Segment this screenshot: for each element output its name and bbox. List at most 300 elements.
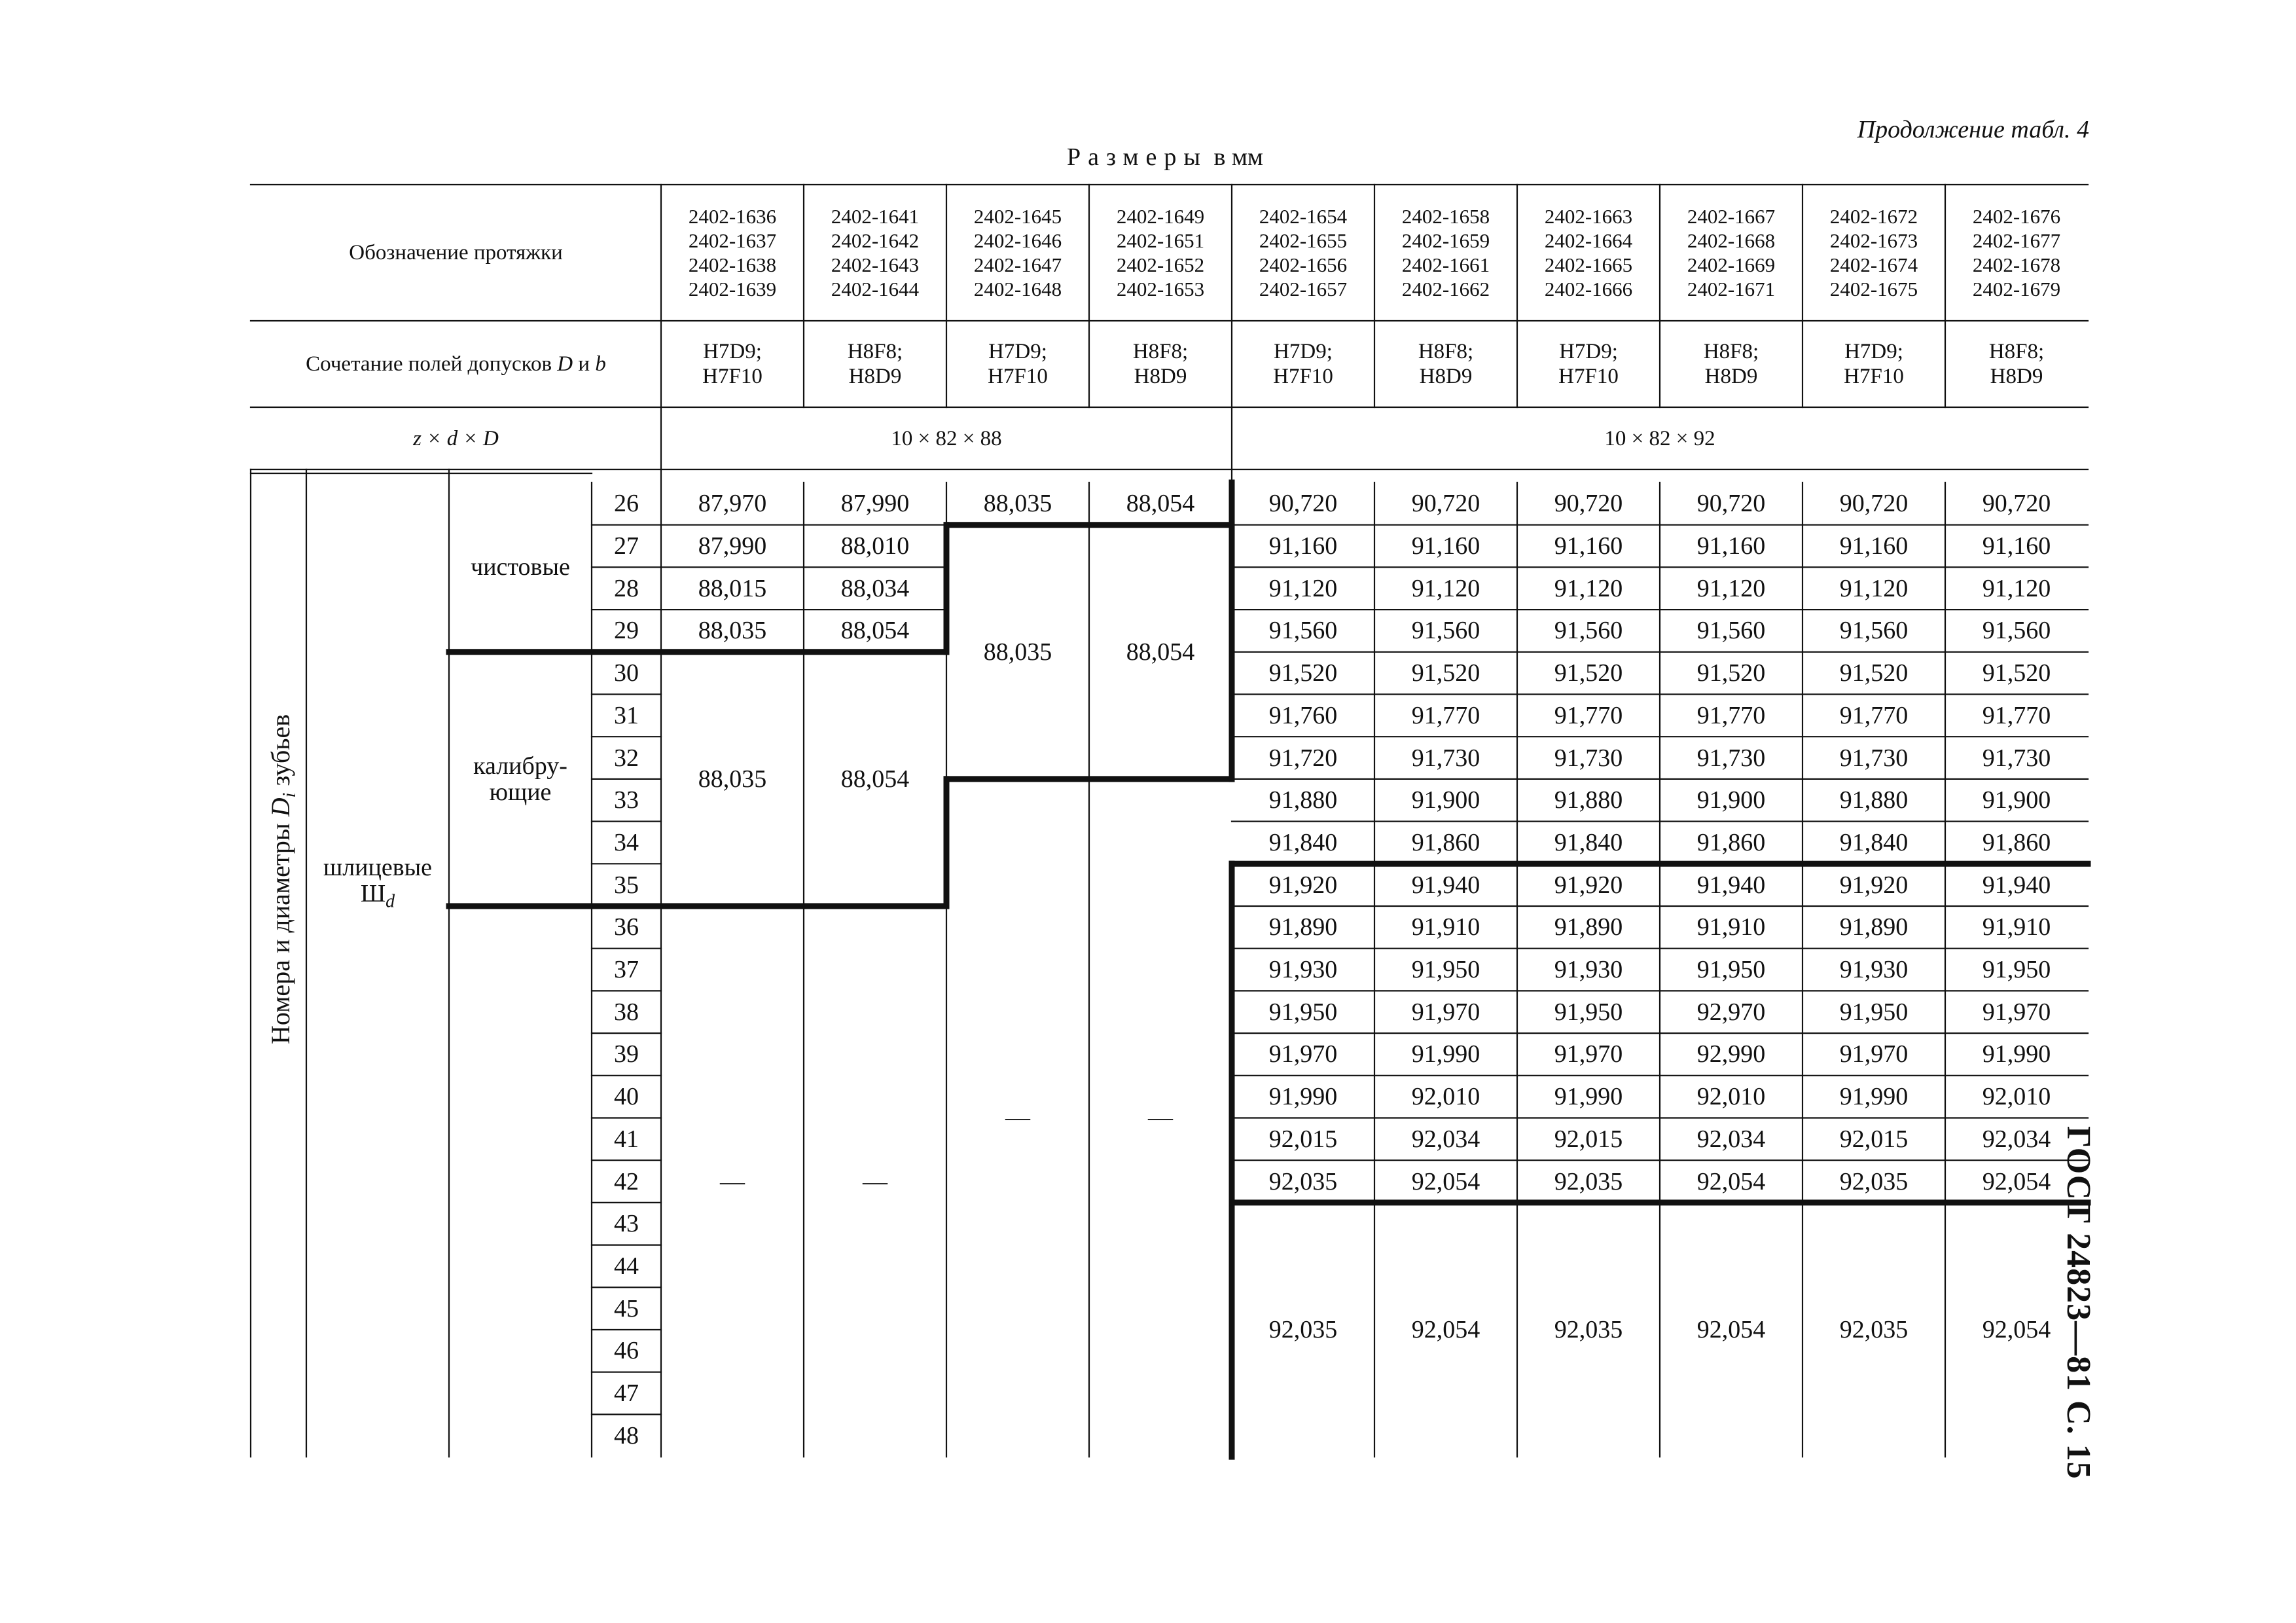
- tooth-number: [592, 906, 661, 949]
- value-text: 87,990: [840, 490, 910, 518]
- value-text: 91,900: [1696, 786, 1766, 814]
- value-text: 91,890: [1839, 913, 1909, 941]
- zdd-group-1: [661, 407, 1232, 469]
- tooth-number: [592, 1372, 661, 1415]
- value-text: 91,160: [1554, 532, 1623, 560]
- tooth-number-text: 46: [614, 1337, 639, 1365]
- designation-codes-col-8: [1660, 185, 1803, 321]
- tolerance-value: H8D9: [1704, 365, 1758, 388]
- tooth-number-text: 44: [614, 1252, 639, 1280]
- zdd-group-1-text: 10 × 82 × 88: [891, 426, 1002, 450]
- tooth-number: [592, 1287, 661, 1330]
- designation-codes-col-10: [1945, 185, 2088, 321]
- group2-value: [1232, 695, 1374, 737]
- group2-value: [1517, 991, 1660, 1033]
- value-text: 92,035: [1839, 1167, 1909, 1195]
- tooth-number-text: 43: [614, 1210, 639, 1238]
- tooth-number-text: 37: [614, 956, 639, 984]
- designation-label-text: Обозначение протяжки: [349, 241, 563, 264]
- group1-col4-dash: [1089, 779, 1232, 1457]
- group2-value: [1374, 737, 1517, 779]
- group2-value: [1374, 610, 1517, 652]
- designation-code: 2402-1676: [1972, 205, 2061, 228]
- tooth-number: [592, 567, 661, 610]
- group1-col3-dash: [946, 779, 1089, 1457]
- tolerance-label-text: [306, 352, 606, 376]
- value-text: 91,770: [1839, 701, 1909, 729]
- group2-value: [1945, 822, 2088, 864]
- group1-col2-merged: [804, 652, 946, 906]
- value-text: 91,970: [1554, 1040, 1623, 1068]
- designation-code: 2402-1675: [1829, 278, 1918, 301]
- designation-code: 2402-1648: [973, 278, 1062, 301]
- table-continuation-caption: Продолжение табл. 4: [1857, 116, 2089, 143]
- tooth-number: [592, 1118, 661, 1161]
- tooth-number-text: 29: [614, 617, 639, 645]
- group2-value: [1232, 525, 1374, 568]
- value-text: 91,160: [1982, 532, 2051, 560]
- value-text: 91,840: [1554, 828, 1623, 856]
- value-text: 91,940: [1696, 871, 1766, 899]
- group2-value: [1232, 906, 1374, 949]
- designation-codes-col-3: [946, 185, 1089, 321]
- group1-col3-merged: [946, 525, 1089, 779]
- group2-value: [1232, 991, 1374, 1033]
- vertical-label-subscript: i: [279, 792, 300, 798]
- zdd-label-text: z × d × D: [413, 426, 499, 450]
- value-text: 91,970: [1839, 1040, 1909, 1068]
- value-text: 91,770: [1982, 701, 2051, 729]
- value-text: 88,035: [983, 638, 1052, 666]
- tooth-number-text: 45: [614, 1294, 639, 1322]
- tolerance-value: H7F10: [702, 365, 762, 388]
- value-text: 91,970: [1268, 1040, 1338, 1068]
- value-text: 91,940: [1982, 871, 2051, 899]
- value-text: 91,950: [1268, 998, 1338, 1026]
- spline-label-line1: шлицевые: [323, 854, 433, 882]
- designation-code: 2402-1651: [1116, 229, 1205, 252]
- value-text: 91,910: [1411, 913, 1480, 941]
- tooth-number: [592, 779, 661, 822]
- value-text: 91,840: [1839, 828, 1909, 856]
- tooth-number: [592, 1203, 661, 1245]
- value-text: 91,950: [1554, 998, 1623, 1026]
- value-text: 92,054: [1696, 1315, 1766, 1343]
- tooth-number-text: 34: [614, 828, 639, 856]
- designation-code: 2402-1644: [831, 278, 920, 301]
- group2-value: [1945, 737, 2088, 779]
- designation-code: 2402-1643: [831, 253, 920, 276]
- tolerance-label-prefix: Сочетание полей допусков: [306, 352, 558, 376]
- value-text: 91,950: [1982, 956, 2051, 984]
- designation-code: 2402-1639: [688, 278, 777, 301]
- value-text: 92,970: [1696, 998, 1766, 1026]
- tooth-number-text: 40: [614, 1083, 639, 1111]
- group2-value: [1803, 1076, 1945, 1118]
- designation-codes-col-5: [1232, 185, 1374, 321]
- group2-value: [1803, 1160, 1945, 1203]
- tooth-number: [592, 610, 661, 652]
- group2-value: [1517, 1033, 1660, 1076]
- sizes-title: Размеры: [1067, 143, 1208, 171]
- value-text: 91,770: [1554, 701, 1623, 729]
- group2-value: [1660, 1118, 1803, 1161]
- group2-value: [1945, 695, 2088, 737]
- tolerance-col-9: [1803, 321, 1945, 407]
- designation-code: 2402-1669: [1687, 253, 1776, 276]
- group2-merged-value: [1803, 1203, 1945, 1457]
- group2-value: [1803, 567, 1945, 610]
- tolerance-value: H8F8;: [847, 340, 903, 363]
- group1-row26-col-2: [804, 483, 946, 525]
- spline-symbol: Ш: [360, 880, 386, 908]
- value-text: 92,035: [1554, 1315, 1623, 1343]
- tooth-number: [592, 1245, 661, 1288]
- value-text: 91,950: [1696, 956, 1766, 984]
- value-text: 91,890: [1268, 913, 1338, 941]
- tooth-number-text: 47: [614, 1379, 639, 1408]
- group2-value: [1517, 737, 1660, 779]
- tooth-number: [592, 1033, 661, 1076]
- value-text: 88,054: [1126, 638, 1195, 666]
- value-text: 91,880: [1554, 786, 1623, 814]
- designation-code: 2402-1658: [1401, 205, 1490, 228]
- group2-value: [1803, 779, 1945, 822]
- designation-code: 2402-1646: [973, 229, 1062, 252]
- tolerance-value: H7D9;: [1559, 340, 1618, 363]
- group2-value: [1517, 949, 1660, 991]
- value-text: 88,035: [698, 617, 767, 645]
- group2-value: [1660, 906, 1803, 949]
- value-text: 91,880: [1268, 786, 1338, 814]
- gost-page-header: ГОСТ 24823—81 С. 15: [2060, 1126, 2097, 1480]
- group2-value: [1232, 779, 1374, 822]
- dash-text: —: [1148, 1104, 1173, 1132]
- group2-merged-value: [1374, 1203, 1517, 1457]
- designation-codes-col-4: [1089, 185, 1232, 321]
- value-text: 91,730: [1554, 744, 1623, 772]
- value-text: 91,560: [1411, 617, 1480, 645]
- group2-value: [1374, 906, 1517, 949]
- value-text: 92,054: [1411, 1315, 1480, 1343]
- group2-value: [1945, 525, 2088, 568]
- group1-col1-value: [661, 567, 804, 610]
- group2-value: [1517, 1118, 1660, 1161]
- group2-value: [1232, 567, 1374, 610]
- group2-value: [1374, 991, 1517, 1033]
- tooth-number: [592, 822, 661, 864]
- group2-value: [1660, 652, 1803, 695]
- designation-code: 2402-1679: [1972, 278, 2061, 301]
- group2-value: [1660, 567, 1803, 610]
- designation-code: 2402-1678: [1972, 253, 2061, 276]
- calibrating-label-line2: ющие: [489, 778, 552, 806]
- designation-code: 2402-1662: [1401, 278, 1490, 301]
- tolerance-col-8: [1660, 321, 1803, 407]
- value-text: 88,034: [840, 574, 910, 602]
- group2-value: [1374, 652, 1517, 695]
- value-text: 91,970: [1982, 998, 2051, 1026]
- designation-code: 2402-1636: [688, 205, 777, 228]
- tolerance-col-5: [1232, 321, 1374, 407]
- vertical-label-suffix: зубьев: [266, 714, 295, 793]
- tooth-number: [592, 1330, 661, 1372]
- value-text: 91,560: [1982, 617, 2051, 645]
- tolerance-value: H7F10: [988, 365, 1048, 388]
- designation-code: 2402-1657: [1259, 278, 1348, 301]
- value-text: 91,860: [1411, 828, 1480, 856]
- value-text: 92,015: [1839, 1125, 1909, 1153]
- tooth-number-text: 38: [614, 998, 639, 1026]
- tooth-number: [592, 949, 661, 991]
- zdd-group-2: [1232, 407, 2088, 469]
- tooth-number-text: 48: [614, 1421, 639, 1450]
- value-text: 91,160: [1268, 532, 1338, 560]
- designation-code: 2402-1673: [1829, 229, 1918, 252]
- value-text: 92,015: [1554, 1125, 1623, 1153]
- group2-value: [1660, 1033, 1803, 1076]
- tooth-number-text: 39: [614, 1040, 639, 1068]
- group2-value: [1803, 991, 1945, 1033]
- tolerance-col-6: [1374, 321, 1517, 407]
- tolerance-value: H8F8;: [1132, 340, 1189, 363]
- group2-value: [1517, 610, 1660, 652]
- value-text: 91,910: [1982, 913, 2051, 941]
- tolerance-value: H8F8;: [1988, 340, 2045, 363]
- tolerance-col-3: [946, 321, 1089, 407]
- value-text: 92,010: [1696, 1083, 1766, 1111]
- group2-value: [1232, 652, 1374, 695]
- designation-code: 2402-1641: [831, 205, 920, 228]
- group2-value: [1517, 1160, 1660, 1203]
- value-text: 90,720: [1554, 490, 1623, 518]
- value-text: 91,950: [1411, 956, 1480, 984]
- designation-code: 2402-1647: [973, 253, 1062, 276]
- group1-row26-col-4: [1089, 483, 1232, 525]
- tooth-number: [592, 1160, 661, 1203]
- calibrating-label-line1: калибру-: [473, 752, 567, 780]
- designation-code: 2402-1674: [1829, 253, 1918, 276]
- value-text: 92,990: [1696, 1040, 1766, 1068]
- value-text: 92,035: [1554, 1167, 1623, 1195]
- group2-value: [1660, 779, 1803, 822]
- dash-text: —: [720, 1167, 745, 1195]
- tolerance-col-7: [1517, 321, 1660, 407]
- group2-value: [1660, 610, 1803, 652]
- group1-col2-dash: [804, 906, 946, 1457]
- dash-text: —: [863, 1167, 888, 1195]
- value-text: 91,900: [1411, 786, 1480, 814]
- group2-value: [1374, 1160, 1517, 1203]
- designation-code: 2402-1637: [688, 229, 777, 252]
- value-text: 91,520: [1268, 659, 1338, 687]
- value-text: 91,720: [1268, 744, 1338, 772]
- group2-value: [1232, 1033, 1374, 1076]
- group2-value: [1517, 567, 1660, 610]
- tolerance-value: H8D9: [848, 365, 902, 388]
- group1-col2-value: [804, 567, 946, 610]
- group2-value: [1517, 864, 1660, 906]
- tooth-number: [592, 1076, 661, 1118]
- value-text: 88,054: [840, 765, 910, 793]
- group2-value: [1945, 779, 2088, 822]
- tooth-number-text: 27: [614, 532, 639, 560]
- value-text: 90,720: [1982, 490, 2051, 518]
- value-text: 88,015: [698, 574, 767, 602]
- group1-col1-value: [661, 525, 804, 568]
- group2-value: [1660, 525, 1803, 568]
- group1-col1-value: [661, 610, 804, 652]
- group2-value: [1517, 906, 1660, 949]
- designation-label: [251, 185, 661, 321]
- group2-merged-value: [1945, 1203, 2088, 1457]
- value-text: 92,034: [1696, 1125, 1766, 1153]
- value-text: 91,950: [1839, 998, 1909, 1026]
- group2-value: [1374, 525, 1517, 568]
- value-text: 92,015: [1268, 1125, 1338, 1153]
- group2-value: [1232, 1160, 1374, 1203]
- calibrating-label: [449, 652, 592, 906]
- designation-code: 2402-1667: [1687, 205, 1776, 228]
- group2-value: [1232, 949, 1374, 991]
- tolerance-d-symbol: D: [557, 352, 573, 376]
- group2-value: [1660, 991, 1803, 1033]
- tolerance-value: H7D9;: [988, 340, 1047, 363]
- value-text: 88,010: [840, 532, 910, 560]
- tooth-number: [592, 991, 661, 1033]
- designation-code: 2402-1661: [1401, 253, 1490, 276]
- group2-value: [1945, 483, 2088, 525]
- group2-value: [1945, 1160, 2088, 1203]
- group1-col4-merged: [1089, 525, 1232, 779]
- value-text: 91,520: [1411, 659, 1480, 687]
- designation-code: 2402-1649: [1116, 205, 1205, 228]
- value-text: 88,054: [840, 617, 910, 645]
- value-text: 92,054: [1696, 1167, 1766, 1195]
- value-text: 91,930: [1268, 956, 1338, 984]
- designation-codes-col-1: [661, 185, 804, 321]
- tolerance-value: H7F10: [1844, 365, 1904, 388]
- value-text: 92,054: [1982, 1167, 2051, 1195]
- group2-value: [1374, 949, 1517, 991]
- designation-codes-col-9: [1803, 185, 1945, 321]
- group2-value: [1517, 1076, 1660, 1118]
- value-text: 91,940: [1411, 871, 1480, 899]
- tooth-number: [592, 737, 661, 779]
- group2-value: [1660, 822, 1803, 864]
- value-text: 91,990: [1268, 1083, 1338, 1111]
- dash-text: —: [1005, 1104, 1030, 1132]
- group2-value: [1660, 737, 1803, 779]
- value-text: 90,720: [1411, 490, 1480, 518]
- group2-value: [1803, 737, 1945, 779]
- group2-value: [1803, 1033, 1945, 1076]
- zdd-group-2-text: 10 × 82 × 92: [1604, 426, 1715, 450]
- designation-code: 2402-1666: [1544, 278, 1633, 301]
- value-text: 91,970: [1411, 998, 1480, 1026]
- value-text: 88,035: [983, 490, 1052, 518]
- group2-value: [1660, 1076, 1803, 1118]
- value-text: 91,770: [1411, 701, 1480, 729]
- group2-value: [1660, 483, 1803, 525]
- vertical-label-prefix: Номера и диаметры: [266, 816, 295, 1044]
- group2-value: [1232, 822, 1374, 864]
- value-text: 91,920: [1268, 871, 1338, 899]
- value-text: 91,520: [1982, 659, 2051, 687]
- value-text: 91,160: [1839, 532, 1909, 560]
- value-text: 92,054: [1982, 1315, 2051, 1343]
- tooth-number-text: 31: [614, 701, 639, 729]
- designation-code: 2402-1652: [1116, 253, 1205, 276]
- group2-value: [1945, 1076, 2088, 1118]
- group2-value: [1374, 822, 1517, 864]
- value-text: 91,990: [1411, 1040, 1480, 1068]
- zdd-label: [251, 407, 661, 469]
- group1-col1-dash: [661, 906, 804, 1457]
- value-text: 91,990: [1839, 1083, 1909, 1111]
- tooth-number-text: 33: [614, 786, 639, 814]
- group2-value: [1660, 695, 1803, 737]
- value-text: 91,730: [1839, 744, 1909, 772]
- value-text: 91,560: [1839, 617, 1909, 645]
- tooth-number-text: 42: [614, 1167, 639, 1195]
- group2-value: [1374, 1118, 1517, 1161]
- group2-value: [1374, 1033, 1517, 1076]
- tooth-number-text: 28: [614, 574, 639, 602]
- designation-code: 2402-1664: [1544, 229, 1633, 252]
- tooth-number-text: 41: [614, 1125, 639, 1153]
- group1-row26-col-1: [661, 483, 804, 525]
- group2-value: [1232, 483, 1374, 525]
- value-text: 91,520: [1839, 659, 1909, 687]
- tooth-number: [592, 695, 661, 737]
- value-text: 91,120: [1268, 574, 1338, 602]
- value-text: 91,760: [1268, 701, 1338, 729]
- group1-col2-value: [804, 525, 946, 568]
- group2-value: [1803, 652, 1945, 695]
- value-text: 91,730: [1982, 744, 2051, 772]
- value-text: 88,054: [1126, 490, 1195, 518]
- group2-value: [1232, 610, 1374, 652]
- value-text: 91,990: [1982, 1040, 2051, 1068]
- group2-value: [1517, 483, 1660, 525]
- value-text: 92,010: [1411, 1083, 1480, 1111]
- finishing-label-text: чистовые: [471, 553, 570, 581]
- designation-code: 2402-1672: [1829, 205, 1918, 228]
- value-text: 92,034: [1982, 1125, 2051, 1153]
- designation-code: 2402-1668: [1687, 229, 1776, 252]
- sizes-unit: в мм: [1213, 143, 1263, 171]
- group2-value: [1374, 864, 1517, 906]
- value-text: 91,730: [1696, 744, 1766, 772]
- value-text: 91,120: [1982, 574, 2051, 602]
- value-text: 91,120: [1411, 574, 1480, 602]
- value-text: 91,880: [1839, 786, 1909, 814]
- value-text: 87,990: [698, 532, 767, 560]
- vertical-label-symbol: D: [266, 797, 295, 817]
- group2-value: [1517, 652, 1660, 695]
- value-text: 91,560: [1696, 617, 1766, 645]
- spline-subscript: d: [386, 891, 395, 912]
- value-text: 91,890: [1554, 913, 1623, 941]
- group2-value: [1803, 695, 1945, 737]
- group2-value: [1803, 610, 1945, 652]
- group2-value: [1517, 822, 1660, 864]
- tolerance-value: H8F8;: [1418, 340, 1474, 363]
- value-text: 91,160: [1696, 532, 1766, 560]
- group2-value: [1374, 567, 1517, 610]
- value-text: 92,034: [1411, 1125, 1480, 1153]
